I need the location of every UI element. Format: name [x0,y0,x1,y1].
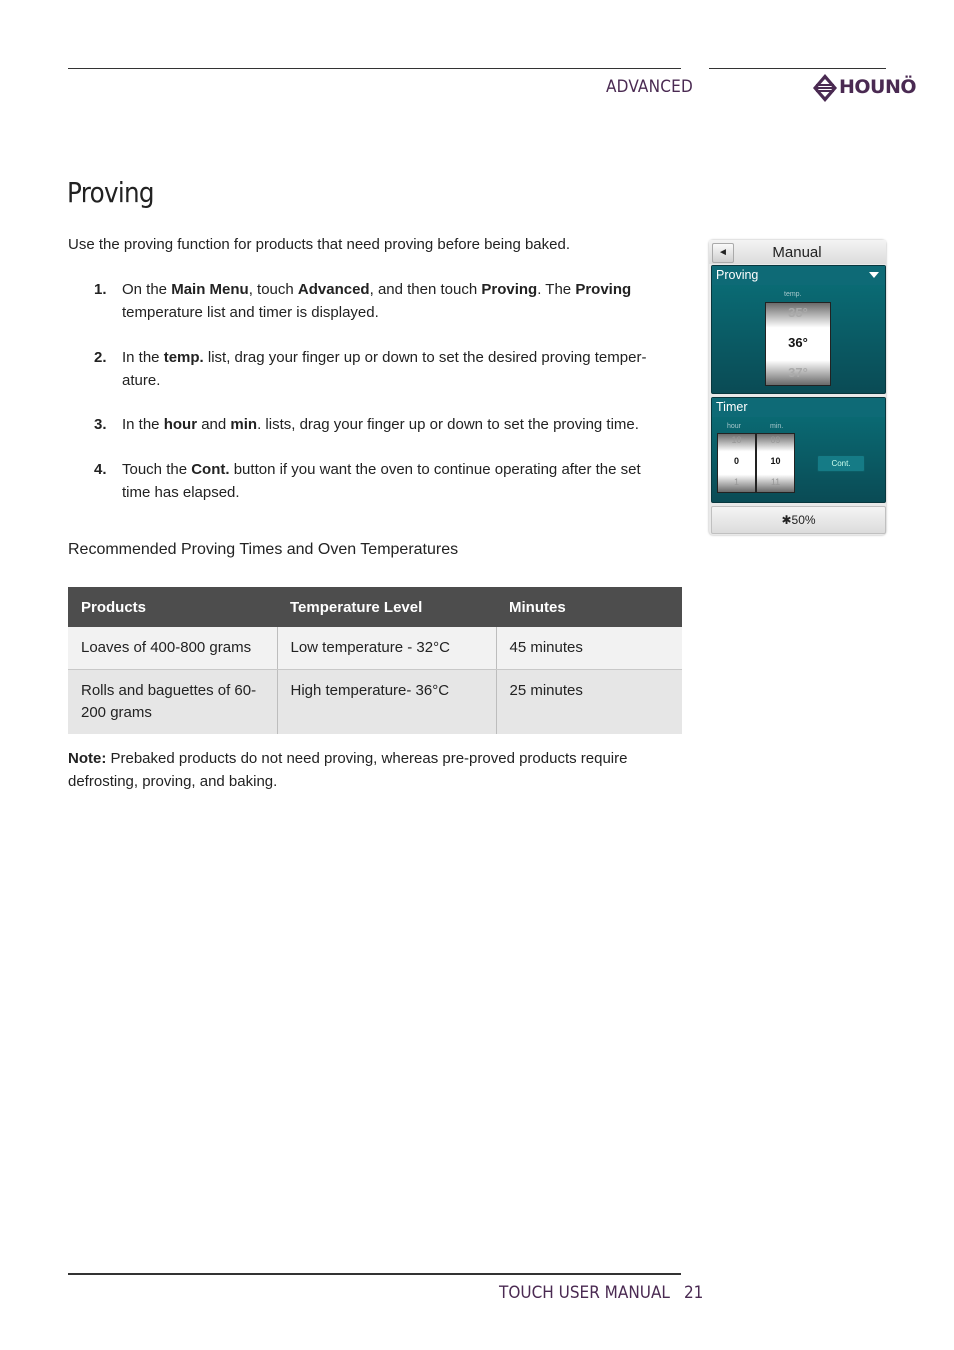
back-arrow-icon: ◄ [718,247,728,258]
step-text [122,347,667,392]
timer-panel [711,397,886,503]
temp-option[interactable]: 37° [788,365,808,380]
step-text [122,459,667,504]
note-paragraph [68,748,668,793]
timer-head [712,398,885,417]
step-text-run: In the [122,349,164,366]
step-keyword: hour [163,416,198,433]
dropdown-arrow-icon [869,272,879,278]
temp-label: temp. [784,291,802,298]
table-cell: Low temperature - 32°C [277,627,496,670]
header-products: Products [68,587,277,627]
temp-selected[interactable]: 36° [788,335,808,350]
proving-label: Proving [716,268,759,282]
step-text-run: temperature list and timer is displayed. [122,303,379,321]
temp-option[interactable]: 35° [788,305,808,320]
timer-label: Timer [716,400,748,414]
step-text-run: . The [537,281,576,298]
step-text-run: , and then touch [369,281,482,298]
header-minutes: Minutes [496,587,682,627]
footer [499,1283,703,1303]
table-cell: Rolls and baguettes of 60-200 grams [68,670,277,735]
table-row [68,627,682,670]
step-text-run: button if you want the oven to continue operating after the set time has elapsed. [122,461,641,501]
hour-selected[interactable]: 0 [733,456,739,466]
step-keyword: Main Menu [171,281,249,298]
section-label: ADVANCED [606,77,693,97]
header-rule-right [709,68,886,69]
cont-button[interactable]: Cont. [817,455,865,472]
table-row [68,670,682,735]
step-number: 2. [94,349,107,366]
intro-paragraph: Use the proving function for products that need proving before being baked. [68,236,570,253]
step-number: 3. [94,416,107,433]
footer-rule [68,1273,681,1275]
step-text-run: and [197,416,231,433]
min-option[interactable]: 09 [770,435,781,445]
hour-label: hour [727,423,742,430]
min-list[interactable] [756,433,795,493]
temp-list[interactable] [765,302,831,386]
min-label: min. [770,423,784,430]
step-keyword: Proving [575,281,632,298]
header-rule-left [68,68,681,69]
step-text [122,279,667,324]
step-number: 1. [94,281,107,298]
step-keyword: Cont. [191,461,230,478]
page-number: 21 [683,1283,704,1303]
min-option[interactable]: 11 [770,477,781,487]
screen-header [709,240,886,264]
fan-speed-bar[interactable] [711,506,886,534]
table-cell: High temperature- 36°C [277,670,496,735]
step-keyword: min [230,416,258,433]
fan-value: 50% [791,513,816,527]
step-keyword: Proving [481,281,538,298]
note-label: Note: [68,750,107,767]
proving-table [68,587,682,734]
proving-dropdown[interactable] [712,266,885,285]
note-text: Prebaked products do not need proving, whereas pre-proved products require defrosting, proving, and baking. [68,750,628,790]
table-header-row [68,587,682,627]
page-title: Proving [67,176,154,209]
hour-option[interactable]: 10 [731,435,742,445]
step-keyword: temp. [163,349,204,366]
step-text-run: On the [122,281,172,298]
hour-list[interactable] [717,433,756,493]
step-keyword: Advanced [297,281,370,298]
screen-title: Manual [772,244,822,261]
oven-screen [709,240,886,535]
step-text [122,414,667,437]
step-text-run: In the [122,416,164,433]
step-text-run: list, drag your finger up or down to set the desired proving temper-ature. [122,349,647,389]
table-cell: Loaves of 400-800 grams [68,627,277,670]
fan-icon: ✱ [781,513,792,527]
table-cell: 45 minutes [496,627,682,670]
step-number: 4. [94,461,107,478]
step-text-run: Touch the [122,461,192,478]
step-text-run: . lists, drag your finger up or down to set the proving time. [257,416,639,433]
houno-logo [812,73,917,103]
table-cell: 25 minutes [496,670,682,735]
hour-option[interactable]: 1 [733,477,739,487]
table-subheading: Recommended Proving Times and Oven Temperatures [68,541,459,558]
logo-mark-icon [812,73,838,103]
step-text-run: , touch [248,281,298,298]
min-selected[interactable]: 10 [770,456,781,466]
fan-readout [712,513,885,527]
header-temperature-level: Temperature Level [277,587,496,627]
back-button[interactable] [712,243,734,263]
proving-panel [711,265,886,394]
logo-text: HOUNÖ [839,76,917,98]
footer-label: TOUCH USER MANUAL [499,1283,670,1303]
